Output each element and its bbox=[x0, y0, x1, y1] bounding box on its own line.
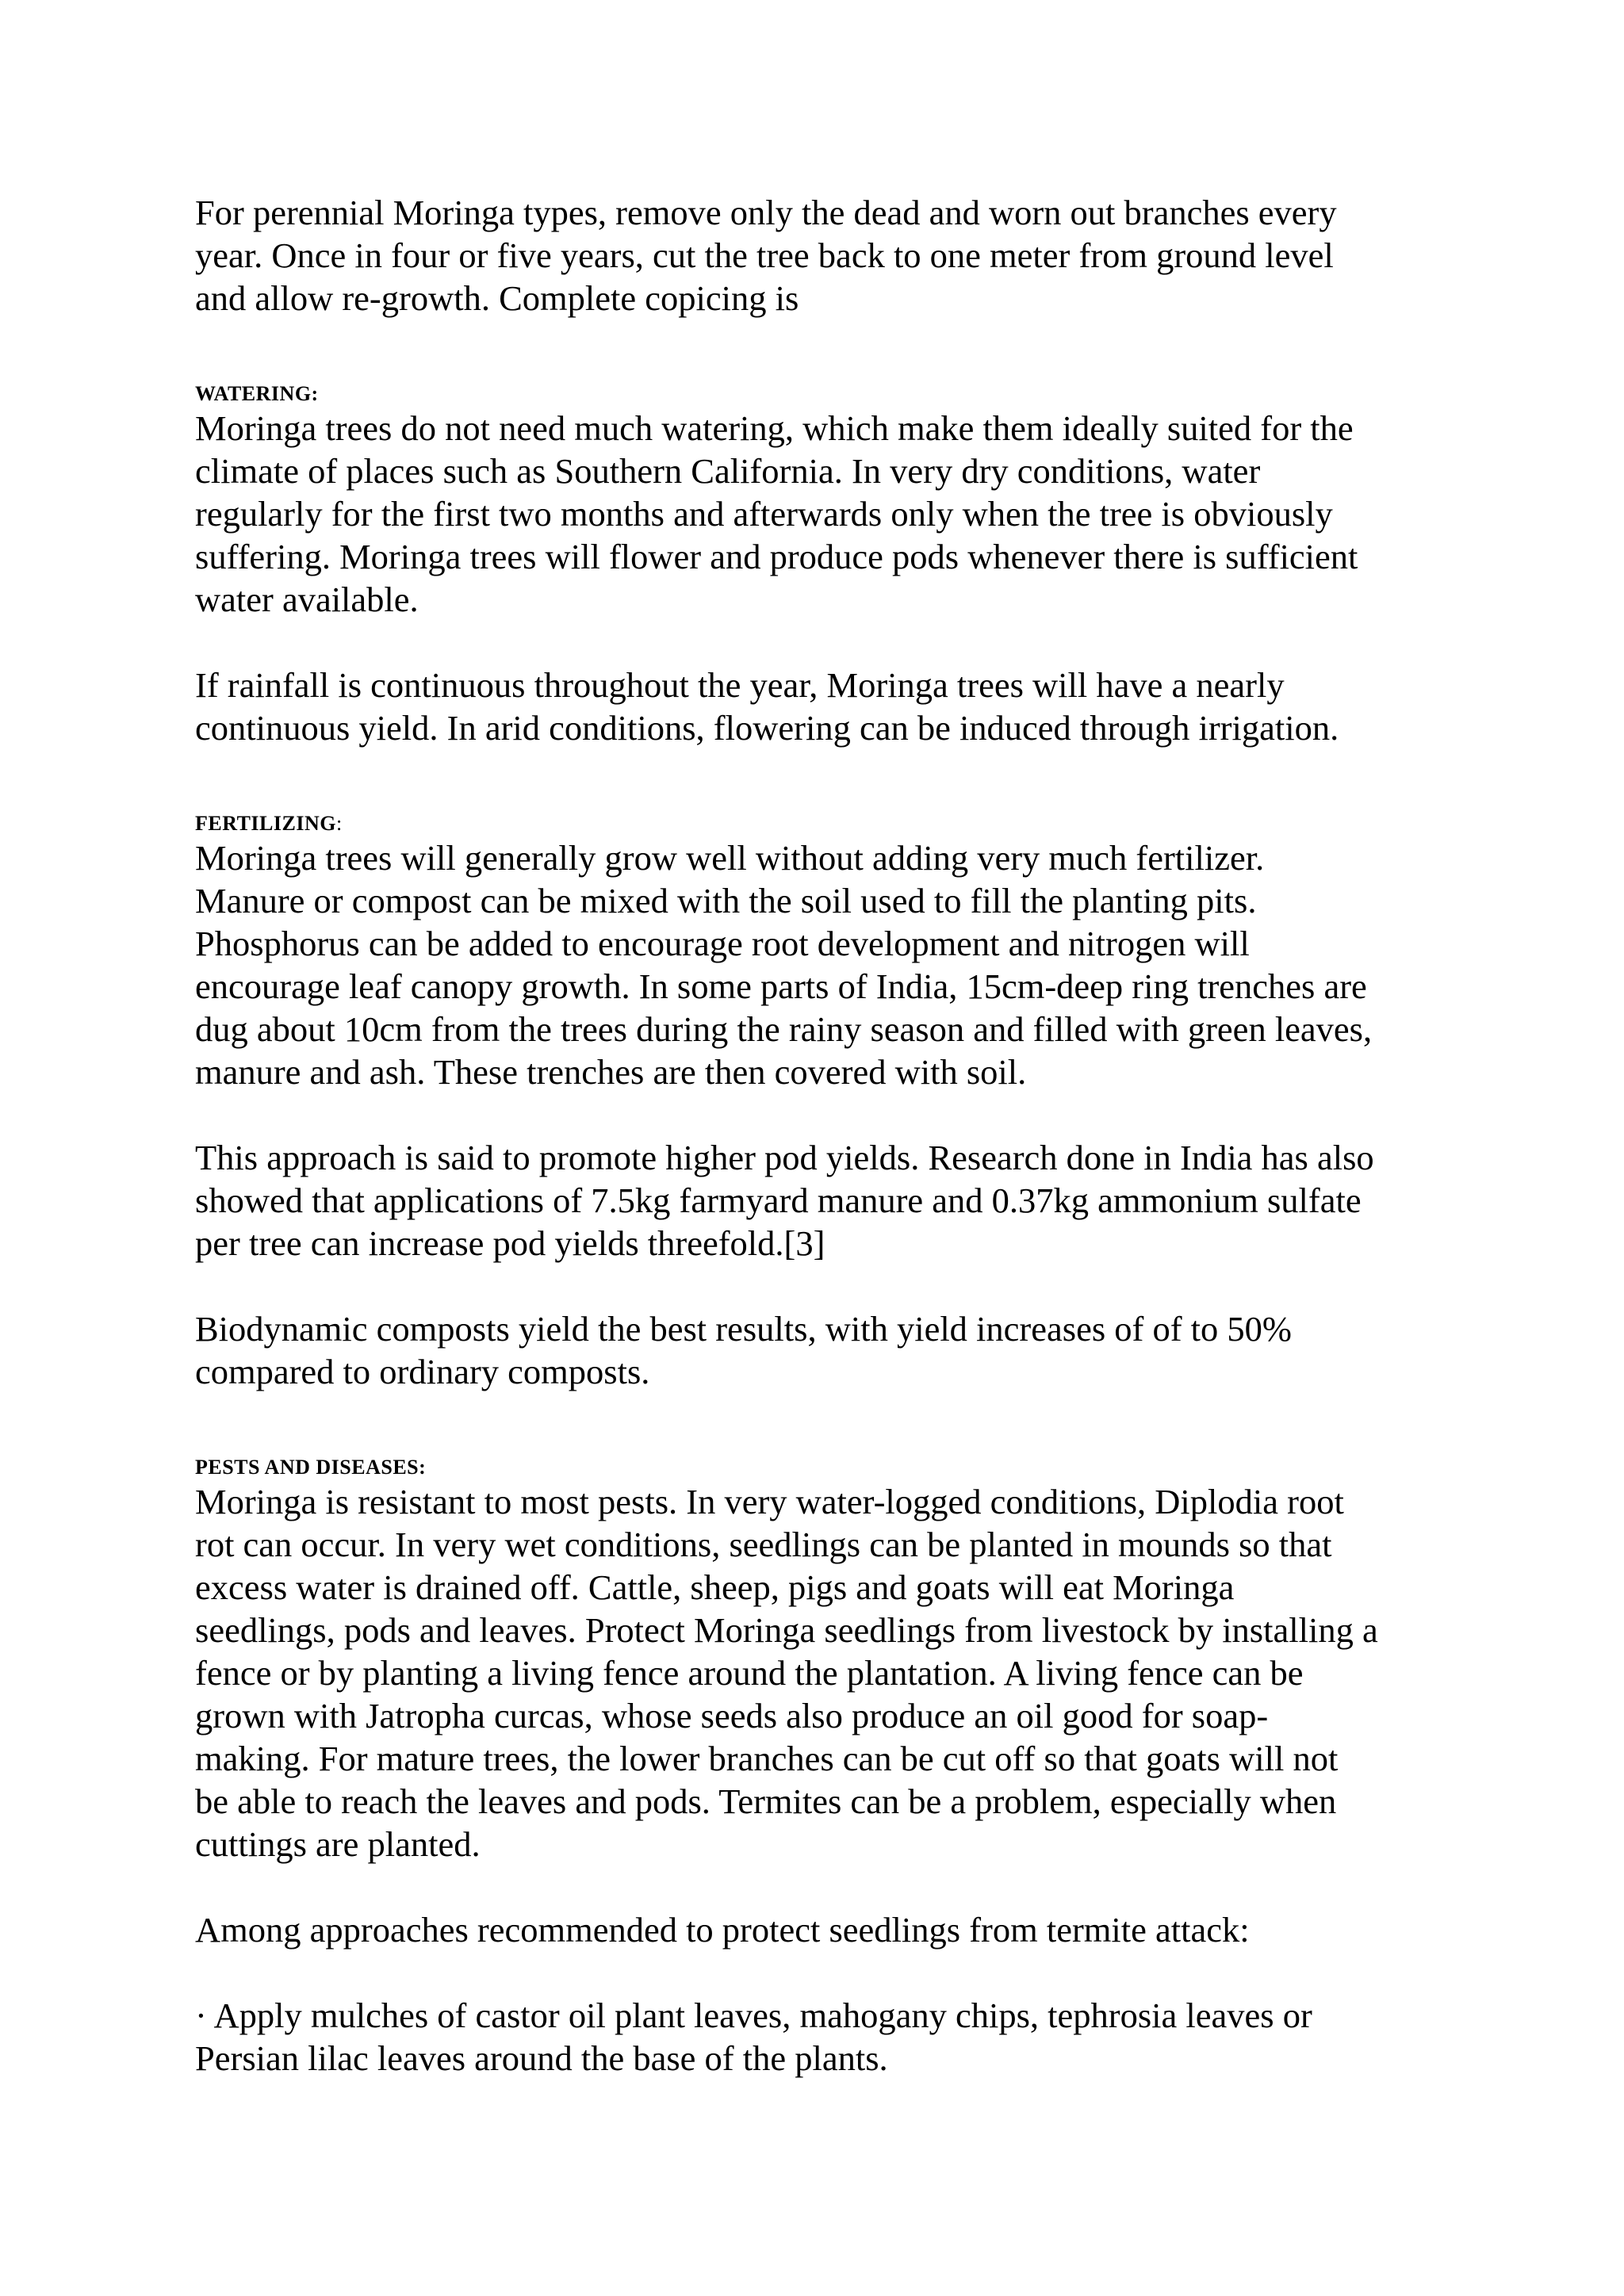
pests-list-item: · Apply mulches of castor oil plant leaves, mahogany chips, tephrosia leaves or Persian lilac leaves around the base of the plants. bbox=[195, 1996, 1312, 2078]
intro-paragraph: For perennial Moringa types, remove only the dead and worn out branches every year. Once in four or five years, cut the tree back to one meter from ground level and allow re-growth. Complete copicing is bbox=[195, 193, 1337, 318]
document-body bbox=[195, 191, 1464, 2080]
fertilizing-paragraph-2: This approach is said to promote higher pod yields. Research done in India has also showed that applications of 7.5kg farmyard manure and 0.37kg ammonium sulfate per tree can increase pod yields threefold.[3] bbox=[195, 1138, 1374, 1263]
pests-heading: PESTS AND DISEASES: bbox=[195, 1456, 427, 1479]
fertilizing-paragraph-3: Biodynamic composts yield the best results, with yield increases of of to 50% compared to ordinary composts. bbox=[195, 1309, 1292, 1391]
pests-paragraph-2: Among approaches recommended to protect seedlings from termite attack: bbox=[195, 1910, 1250, 1950]
pests-paragraph-1: Moringa is resistant to most pests. In very water-logged conditions, Diplodia root rot can occur. In very wet conditions, seedlings can be planted in mounds so that excess water is drained off. Cattle, sheep, pigs and goats will eat Moringa seedlings, pods and leaves. Protect Moringa seedlings from livestock by installing a fence or by planting a living fence around the plantation. A living fence can be grown with Jatropha curcas, whose seeds also produce an oil good for soap- making. For mature trees, the lower branches can be cut off so that goats will not be able to reach the leaves and pods. Termites can be a problem, especially when cuttings are planted. bbox=[195, 1482, 1378, 1864]
fertilizing-heading-label: FERTILIZING bbox=[195, 812, 336, 835]
fertilizing-paragraph-1: Moringa trees will generally grow well without adding very much fertilizer. Manure or compost can be mixed with the soil used to fill the planting pits. Phosphorus can be added to encourage root development and nitrogen will encourage leaf canopy growth. In some parts of India, 15cm-deep ring trenches are dug about 10cm from the trees during the rainy season and filled with green leaves, manure and ash. These trenches are then covered with soil. bbox=[195, 838, 1373, 1092]
watering-paragraph-2: If rainfall is continuous throughout the year, Moringa trees will have a nearly continuous yield. In arid conditions, flowering can be induced through irrigation. bbox=[195, 665, 1339, 748]
fertilizing-heading bbox=[195, 811, 1464, 836]
watering-paragraph-1: Moringa trees do not need much watering, which make them ideally suited for the climate of places such as Southern California. In very dry conditions, water regularly for the first two months and afterwards only when the tree is obviously suffering. Moringa trees will flower and produce pods whenever there is sufficient water available. bbox=[195, 408, 1358, 619]
watering-heading: WATERING: bbox=[195, 382, 319, 405]
fertilizing-heading-colon: : bbox=[335, 812, 343, 835]
